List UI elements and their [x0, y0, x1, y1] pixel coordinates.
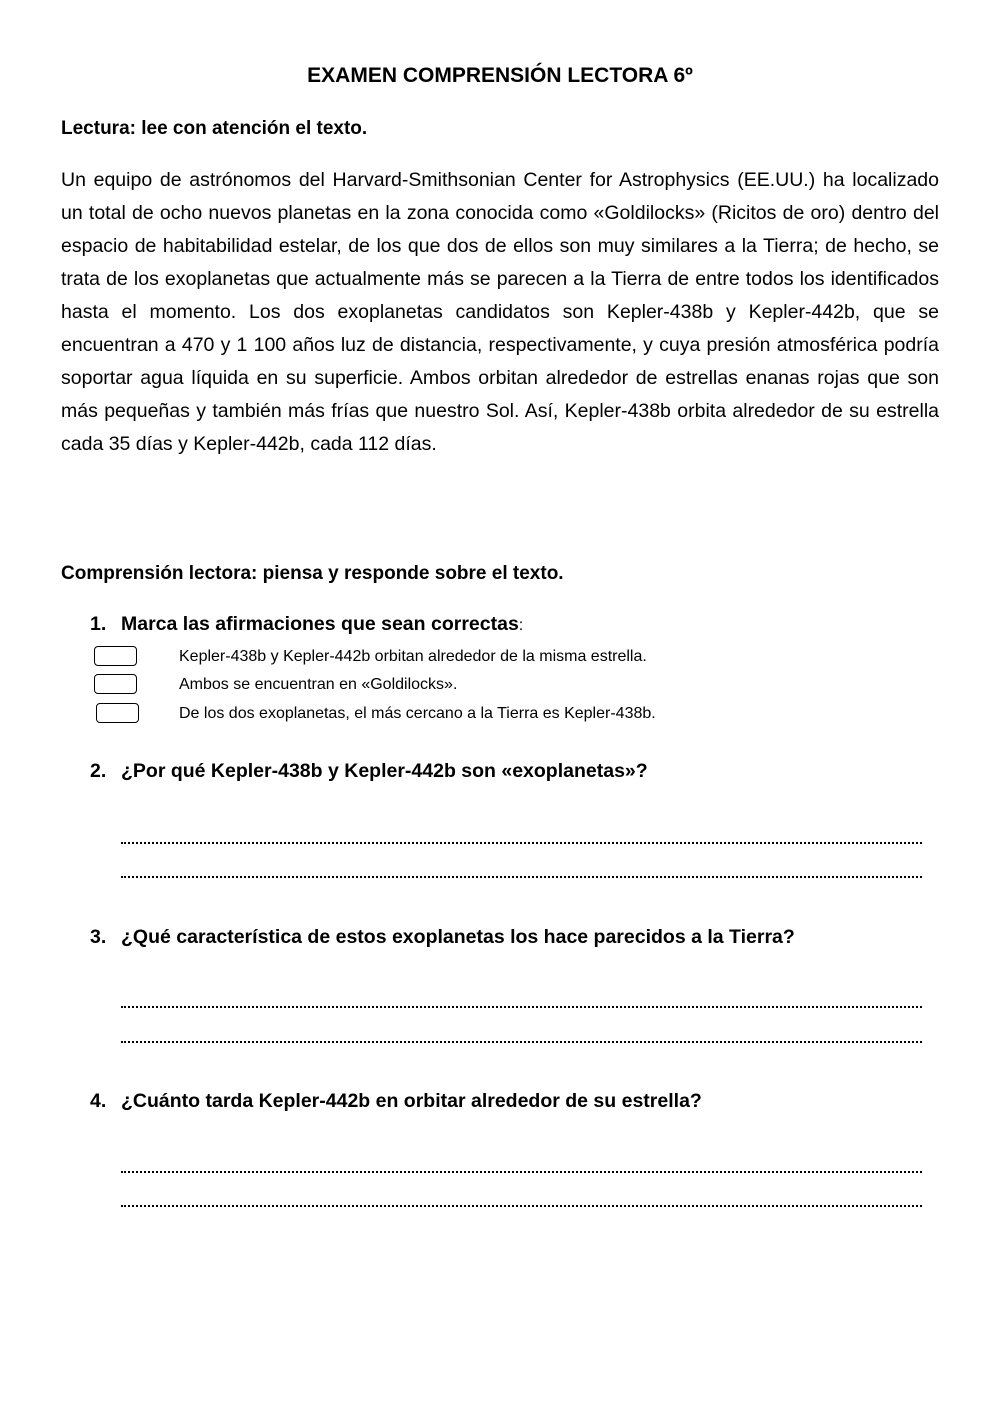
question-4-text: ¿Cuánto tarda Kepler-442b en orbitar alrededor de su estrella?	[121, 1090, 702, 1112]
option-1-label: Kepler-438b y Kepler-442b orbitan alrededor de la misma estrella.	[179, 648, 647, 665]
question-1	[90, 613, 523, 636]
option-3-label: De los dos exoplanetas, el más cercano a la Tierra es Kepler-438b.	[179, 705, 656, 722]
question-1-text: Marca las afirmaciones que sean correctas	[121, 613, 519, 635]
option-1[interactable]	[94, 645, 854, 669]
answer-line[interactable]	[121, 1205, 922, 1207]
answer-line[interactable]	[121, 842, 922, 844]
reading-heading: Lectura: lee con atención el texto.	[61, 118, 368, 139]
question-3-number: 3.	[90, 926, 107, 948]
question-3	[90, 926, 795, 949]
option-2[interactable]	[94, 673, 854, 697]
option-2-label: Ambos se encuentran en «Goldilocks».	[179, 676, 458, 693]
option-3[interactable]	[96, 702, 856, 726]
question-1-number: 1.	[90, 613, 107, 635]
reading-passage: Un equipo de astrónomos del Harvard-Smithsonian Center for Astrophysics (EE.UU.) ha localizado un total de ocho nuevos planetas en la zona conocida como «Goldilocks» (Ricitos de oro) dentro del espacio de habitabilidad estelar, de los que dos de ellos son muy similares a la Tierra; de hecho, se trata de los exoplanetas que actualmente más se parecen a la Tierra de entre todos los identificados hasta el momento. Los dos exoplanetas candidatos son Kepler-438b y Kepler-442b, que se encuentran a 470 y 1 100 años luz de distancia, respectivamente, y cuya presión atmosférica podría soportar agua líquida en su superficie. Ambos orbitan alrededor de estrellas enanas rojas que son más pequeñas y también más frías que nuestro Sol. Así, Kepler-438b orbita alrededor de su estrella cada 35 días y Kepler-442b, cada 112 días.	[61, 169, 939, 455]
question-4	[90, 1090, 702, 1113]
option-2-checkbox[interactable]	[94, 674, 137, 694]
answer-line[interactable]	[121, 1006, 922, 1008]
page-title: EXAMEN COMPRENSIÓN LECTORA 6º	[307, 64, 693, 87]
answer-line[interactable]	[121, 1171, 922, 1173]
option-1-checkbox[interactable]	[94, 646, 137, 666]
option-3-checkbox[interactable]	[96, 703, 139, 723]
answer-line[interactable]	[121, 876, 922, 878]
question-1-colon: :	[518, 617, 524, 634]
question-2	[90, 760, 648, 783]
answer-line[interactable]	[121, 1041, 922, 1043]
question-2-number: 2.	[90, 760, 107, 782]
comprehension-heading: Comprensión lectora: piensa y responde sobre el texto.	[61, 563, 564, 584]
question-4-number: 4.	[90, 1090, 107, 1112]
question-3-text: ¿Qué característica de estos exoplanetas los hace parecidos a la Tierra?	[121, 926, 795, 948]
question-2-text: ¿Por qué Kepler-438b y Kepler-442b son «exoplanetas»?	[121, 760, 648, 782]
